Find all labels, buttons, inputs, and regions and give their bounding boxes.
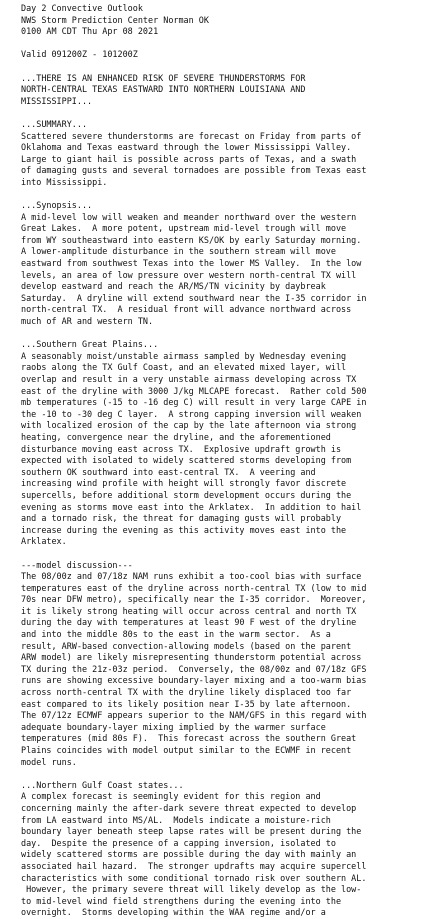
text-line: Saturday. A dryline will extend southward near the I-35 corridor in — [21, 292, 367, 303]
text-line: during the day with temperatures at least 90 F west of the dryline — [21, 617, 357, 628]
text-line: from WY southeastward into eastern KS/OK by early Saturday morning. — [21, 234, 362, 245]
text-line: A lower-amplitude disturbance in the southern stream will move — [21, 246, 336, 257]
text-line: evening as storms move east into the Arklatex. In addition to hail — [21, 501, 362, 512]
text-line: ARW model) are likely misrepresenting thunderstorm potential across — [21, 652, 362, 663]
text-line — [21, 328, 429, 340]
text-line: widely scattered storms are possible during the day with mainly an — [21, 849, 357, 860]
text-line: characteristics with some conditional tornado risk over southern AL. — [21, 872, 367, 883]
text-line: The 08/00z and 07/18z NAM runs exhibit a too-cool bias with surface — [21, 571, 362, 582]
text-line: expected with isolated to widely scattered storms developing from — [21, 455, 352, 466]
text-line: A seasonably moist/unstable airmass sampled by Wednesday evening — [21, 350, 347, 361]
text-line: A mid-level low will weaken and meander northward over the western — [21, 211, 357, 222]
text-line — [21, 61, 429, 73]
text-line: develop eastward and reach the AR/MS/TN vicinity by daybreak — [21, 281, 326, 292]
text-line: Plains coincides with model output similar to the ECWMF in recent — [21, 745, 352, 755]
text-line: to mid-level wind field strengthens during the evening into the — [21, 895, 342, 906]
text-line: east of the dryline with 3000 J/kg MLCAPE forecast. Rather cold 500 — [21, 385, 367, 396]
text-line: ---model discussion--- — [21, 559, 133, 570]
text-line: raobs along the TX Gulf Coast, and an elevated mixed layer, will — [21, 362, 347, 373]
text-line: Day 2 Convective Outlook — [21, 3, 143, 13]
text-line: much of AR and western TN. — [21, 316, 154, 327]
text-line: However, the primary severe threat will likely develop as the low- — [21, 884, 362, 895]
text-line: associated hail hazard. The stronger updrafts may acquire supercell — [21, 860, 367, 871]
text-line: NORTH-CENTRAL TEXAS EASTWARD INTO NORTHERN LOUISIANA AND — [21, 84, 306, 95]
text-line: the -10 to -30 deg C layer. A strong capping inversion will weaken — [21, 408, 362, 419]
text-line: east compared to its likely position near I-35 by late afternoon. — [21, 698, 352, 709]
text-line — [21, 38, 429, 50]
text-line: across north-central TX with the dryline likely displaced too far — [21, 687, 352, 698]
text-line: model runs. — [21, 756, 77, 767]
text-line: 0100 AM CDT Thu Apr 08 2021 — [21, 26, 159, 37]
text-line: with localized erosion of the cap by the late afternoon via strong — [21, 420, 357, 431]
text-line: increase during the evening as this activity moves east into the — [21, 524, 347, 535]
text-line: disturbance moving east across TX. Explosive updraft growth is — [21, 443, 342, 454]
text-line: Large to giant hail is possible across parts of Texas, and a swath — [21, 153, 357, 164]
text-line: from LA eastward into MS/AL. Models indicate a moisture-rich — [21, 814, 331, 825]
text-line: eastward from southwest Texas into the lower MS Valley. In the low — [21, 258, 362, 269]
text-line: ...Southern Great Plains... — [21, 339, 159, 350]
text-line: mb temperatures (-15 to -16 deg C) will result in very large CAPE in — [21, 397, 367, 408]
text-line: 70s near DFW metro), specifically near the I-35 corridor. Moreover, — [21, 594, 367, 605]
text-line: and into the middle 80s to the east in the warm sector. As a — [21, 629, 331, 640]
text-line: adequate boundary-layer mixing implied by the warmer surface — [21, 721, 326, 732]
text-line: temperatures (mid 80s F). This forecast across the southern Great — [21, 733, 357, 744]
text-line: result, ARW-based convection-allowing models (based on the parent — [21, 640, 352, 651]
text-line: southern OK southward into east-central TX. A veering and — [21, 466, 316, 477]
text-line: ...THERE IS AN ENHANCED RISK OF SEVERE THUNDERSTORMS FOR — [21, 72, 306, 83]
text-line: The 07/12z ECMWF appears superior to the NAM/GFS in this regard with — [21, 710, 367, 721]
text-line — [21, 189, 429, 201]
text-line: Valid 091200Z - 101200Z — [21, 49, 138, 60]
text-line: and a tornado risk, the threat for damaging gusts will probably — [21, 513, 342, 524]
text-line: Oklahoma and Texas eastward through the lower Mississippi Valley. — [21, 142, 352, 153]
text-line: levels, an area of low pressure over western north-central TX will — [21, 269, 357, 280]
text-line: Arklatex. — [21, 536, 67, 547]
text-line: runs are showing excessive boundary-layer mixing and a too-warm bias — [21, 675, 367, 686]
text-line: temperatures east of the dryline across north-central TX (low to mid — [21, 582, 367, 593]
text-line: A complex forecast is seemingly evident for this region and — [21, 791, 321, 802]
text-line: day. Despite the presence of a capping inversion, isolated to — [21, 837, 336, 848]
text-line: into Mississippi. — [21, 176, 108, 187]
text-line: TX during the 21z-03z period. Conversely, the 08/00z and 07/18z GFS — [21, 663, 367, 674]
text-line — [21, 548, 429, 560]
text-line: heating, convergence near the dryline, and the aforementioned — [21, 431, 331, 442]
text-line: supercells, before additional storm development occurs during the — [21, 489, 352, 500]
text-line: MISSISSIPPI... — [21, 95, 93, 106]
text-line: ...Synopsis... — [21, 200, 93, 211]
text-line: Scattered severe thunderstorms are forecast on Friday from parts of — [21, 130, 362, 141]
text-line — [21, 107, 429, 119]
text-line: Great Lakes. A more potent, upstream mid-level trough will move — [21, 223, 347, 234]
text-line: NWS Storm Prediction Center Norman OK — [21, 14, 209, 25]
text-line: ...Northern Gulf Coast states... — [21, 779, 184, 790]
text-line: overlap and result in a very unstable airmass developing across TX — [21, 374, 357, 384]
text-line: overnight. Storms developing within the WAA regime and/or a — [21, 907, 326, 918]
text-line: boundary layer beneath steep lapse rates will be present during the — [21, 826, 362, 837]
text-line: ...SUMMARY... — [21, 118, 88, 129]
text-line — [21, 768, 429, 780]
text-line: north-central TX. A residual front will advance northward across — [21, 304, 352, 315]
text-line: concerning mainly the after-dark severe threat expected to develop — [21, 802, 357, 813]
text-line: it is likely strong heating will occur across central and north TX — [21, 605, 357, 616]
text-line: of damaging gusts and several tornadoes are possible from Texas east — [21, 165, 367, 176]
text-line: increasing wind profile with height will strongly favor discrete — [21, 478, 347, 489]
